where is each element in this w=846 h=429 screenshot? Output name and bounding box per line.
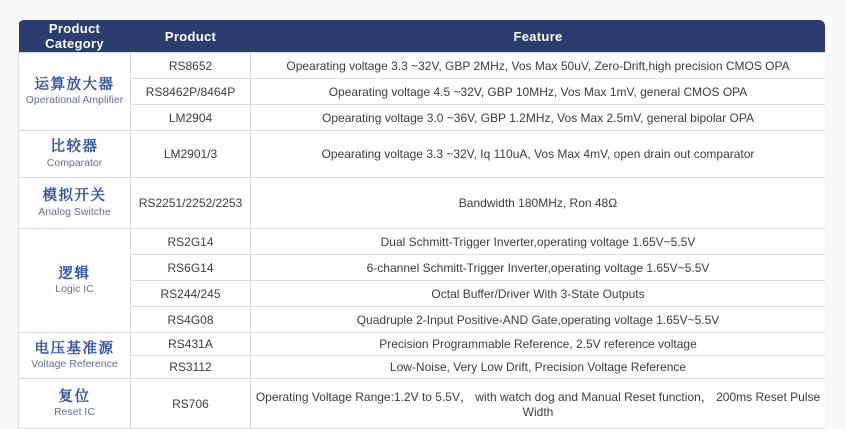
table-row [19, 333, 826, 356]
table-row [19, 105, 826, 131]
product-cell: RS8462P/8464P [131, 79, 251, 105]
col-header-feature: Feature [251, 20, 826, 53]
product-cell: LM2904 [131, 105, 251, 131]
product-cell: RS3112 [131, 356, 251, 379]
category-cell-operational-amplifier [19, 53, 131, 131]
table-row [19, 281, 826, 307]
col-header-product-category: Product Category [19, 20, 131, 53]
table-row [19, 53, 826, 79]
feature-cell: Bandwidth 180MHz, Ron 48Ω [251, 178, 826, 229]
feature-cell: Opearating voltage 3.3 ~32V, GBP 2MHz, Vos Max 50uV, Zero-Drift,high precision CMOS OPA [251, 53, 826, 79]
product-spec-table-container [18, 20, 825, 429]
category-cell-comparator [19, 131, 131, 178]
product-cell: RS431A [131, 333, 251, 356]
product-cell: RS2251/2252/2253 [131, 178, 251, 229]
category-name-cn: 运算放大器 [34, 76, 115, 93]
category-name-cn: 比较器 [50, 139, 99, 156]
category-name-cn: 逻辑 [58, 265, 91, 282]
table-row [19, 307, 826, 333]
feature-cell: Operating Voltage Range:1.2V to 5.5V， with watch dog and Manual Reset function， 200ms Reset Pulse Width [251, 379, 826, 429]
category-name-en: Comparator [46, 156, 103, 169]
feature-cell: Octal Buffer/Driver With 3-State Outputs [251, 281, 826, 307]
category-name-en: Reset IC [54, 406, 95, 419]
table-row [19, 255, 826, 281]
product-cell: RS6G14 [131, 255, 251, 281]
table-row [19, 131, 826, 178]
product-cell: RS706 [131, 379, 251, 429]
category-name-cn: 模拟开关 [42, 188, 107, 205]
feature-cell: Opearating voltage 4.5 ~32V, GBP 10MHz, Vos Max 1mV, general CMOS OPA [251, 79, 826, 105]
category-cell-logic-ic [19, 229, 131, 333]
category-cell-reset-ic [19, 379, 131, 429]
category-name-en: Logic IC [55, 283, 94, 296]
category-name-cn: 电压基准源 [34, 340, 115, 357]
col-header-product: Product [131, 20, 251, 53]
table-row [19, 379, 826, 429]
product-cell: RS8652 [131, 53, 251, 79]
table-row [19, 356, 826, 379]
feature-cell: 6-channel Schmitt-Trigger Inverter,operating voltage 1.65V~5.5V [251, 255, 826, 281]
product-spec-table [18, 20, 825, 429]
category-name-en: Voltage Reference [31, 358, 118, 371]
product-cell: RS2G14 [131, 229, 251, 255]
product-cell: LM2901/3 [131, 131, 251, 178]
feature-cell: Precision Programmable Reference, 2.5V reference voltage [251, 333, 826, 356]
product-cell: RS4G08 [131, 307, 251, 333]
category-name-cn: 复位 [58, 388, 91, 405]
table-row [19, 79, 826, 105]
feature-cell: Quadruple 2-Input Positive-AND Gate,operating voltage 1.65V~5.5V [251, 307, 826, 333]
feature-cell: Opearating voltage 3.3 ~32V, Iq 110uA, Vos Max 4mV, open drain out comparator [251, 131, 826, 178]
category-cell-analog-switch [19, 178, 131, 229]
category-cell-voltage-reference [19, 333, 131, 379]
category-name-en: Analog Switche [38, 205, 111, 218]
table-row [19, 229, 826, 255]
table-header-row [19, 20, 826, 53]
feature-cell: Low-Noise, Very Low Drift, Precision Voltage Reference [251, 356, 826, 379]
table-row [19, 178, 826, 229]
product-cell: RS244/245 [131, 281, 251, 307]
feature-cell: Dual Schmitt-Trigger Inverter,operating voltage 1.65V~5.5V [251, 229, 826, 255]
category-name-en: Operational Amplifier [25, 94, 124, 107]
feature-cell: Opearating voltage 3.0 ~36V, GBP 1.2MHz, Vos Max 2.5mV, general bipolar OPA [251, 105, 826, 131]
